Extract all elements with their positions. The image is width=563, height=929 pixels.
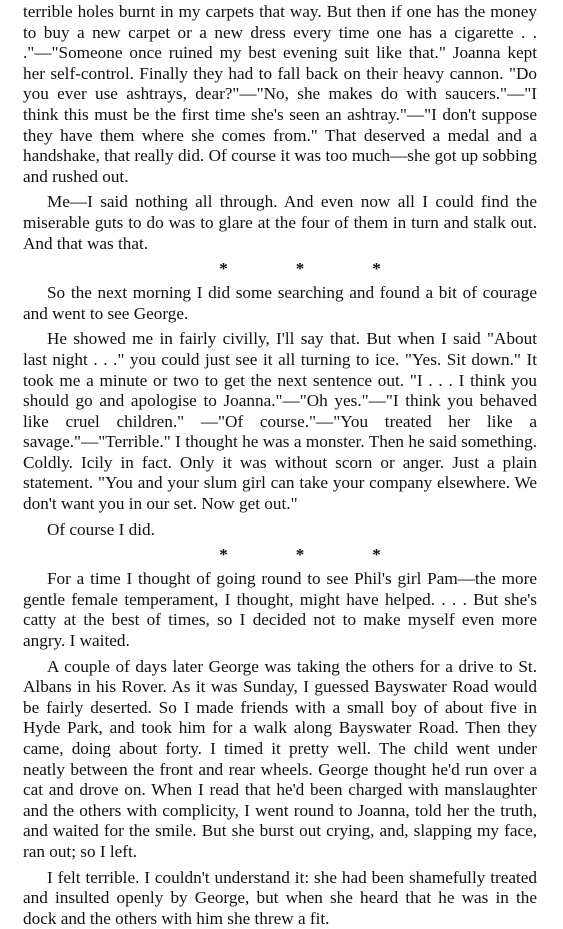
separator-asterisk: *	[295, 545, 305, 565]
paragraph-of-course: Of course I did.	[47, 519, 155, 539]
separator-asterisk: *	[372, 259, 381, 279]
separator-asterisk: *	[219, 259, 228, 279]
paragraph-george-visit: He showed me in fairly civilly, I'll say that. But when I said "About last night . . ." you could just see it all turning to ice. "Yes. Sit down." It took me a minute or two to get the next sentence out. "I . . . I think you should go and apologise to Joanna."—"Oh yes."—"I think you behaved like cruel children." —"Of course."—"You treated her like a savage."—"Terrible." I thought he was a monster. Then he said something. Coldly. Icily in fact. Only it was without scorn or anger. Just a plain statement. "You and your slum girl can take your company elsewhere. We don't want you in our set. Now get out."	[23, 329, 537, 514]
section-separator	[63, 259, 537, 279]
separator-asterisk: *	[295, 259, 305, 279]
paragraph-carpets: terrible holes burnt in my carpets that way. But then if one has the money to buy a new carpet or a new dress every time one has a cigarette . . ."—"Someone once ruined my best evening suit like that." Joanna kept her self-control. Finally they had to fall back on their heavy cannon. "Do you ever use ashtrays, dear?"—"No, she makes do with saucers."—"I think this must be the first time she's seen an ashtray."—"I don't suppose they have them where she comes from." That deserved a medal and a handshake, that really did. Of course it was too much—she got up sobbing and rushed out.	[23, 2, 537, 186]
section-separator	[63, 545, 537, 565]
paragraph-phils-girl: For a time I thought of going round to see Phil's girl Pam—the more gentle female temperament, I thought, might have helped. . . . But she's catty at the best of times, so I decided not to make myself even more angry. I waited.	[23, 569, 537, 651]
paragraph-next-morning: So the next morning I did some searching and found a bit of courage and went to see George.	[23, 283, 537, 323]
paragraph-felt-terrible: I felt terrible. I couldn't understand it: she had been shamefully treated and insulted openly by George, but when she heard that he was in the dock and the others with him she threw a fit.	[23, 867, 537, 928]
paragraph-bayswater-road: A couple of days later George was taking the others for a drive to St. Albans in his Rover. As it was Sunday, I guessed Bayswater Road would be fairly deserted. So I made friends with a small boy of about five in Hyde Park, and took him for a walk along Bayswater Road. Then they came, doing about forty. I timed it pretty well. The child went under neatly between the front and rear wheels. George thought he'd run over a cat and drove on. When I read that he'd been charged with manslaughter and the others with complicity, I went round to Joanna, told her the truth, and waited for the smile. But she burst out crying, and, slapping my face, ran out; so I left.	[23, 656, 537, 861]
separator-asterisk: *	[372, 545, 381, 565]
separator-asterisk: *	[219, 545, 228, 565]
paragraph-said-nothing: Me—I said nothing all through. And even now all I could find the miserable guts to do was to glare at the four of them in turn and stalk out. And that was that.	[23, 192, 537, 253]
